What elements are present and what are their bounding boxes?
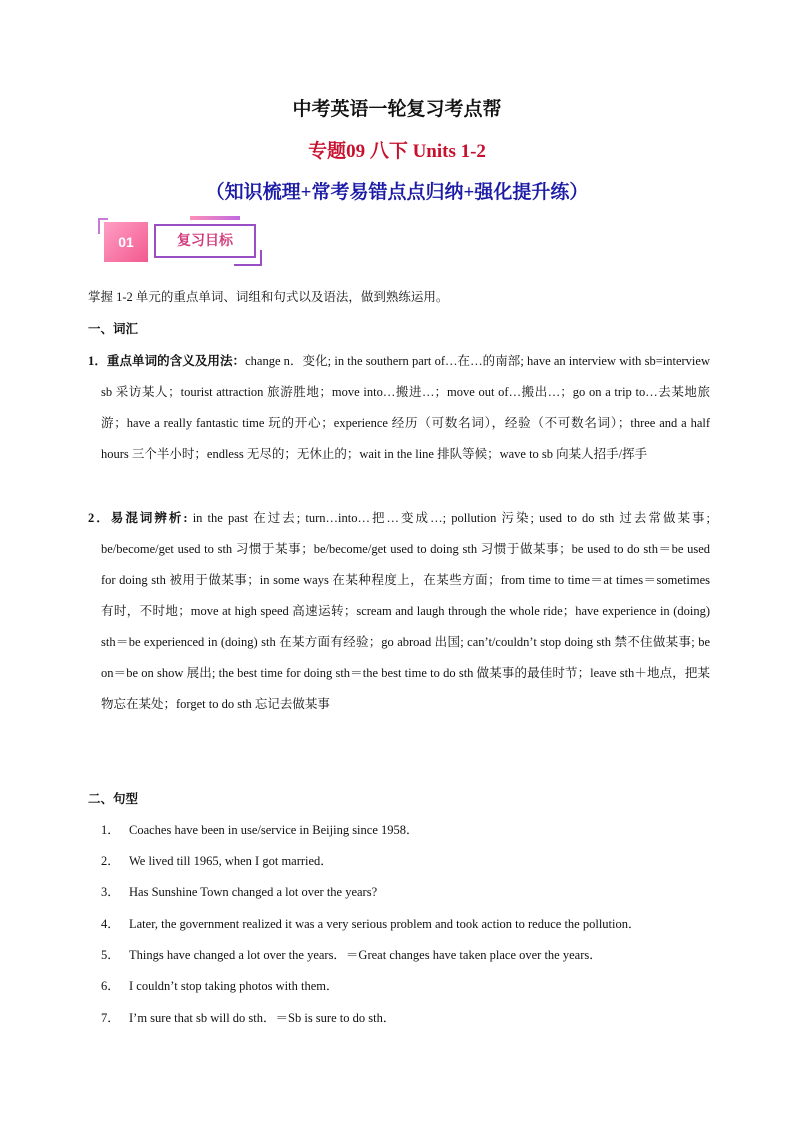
sentence-item [101,971,721,1002]
document-subtitle: 专题09 八下 Units 1-2 [308,141,486,162]
sentence-item [101,846,721,877]
vocab-item-lead: 重点单词的含义及用法： [106,354,246,368]
sentence-text: I’m sure that sb will do sth．＝Sb is sure to do sth． [129,1011,396,1025]
document-title: 中考英语一轮复习考点帮 [292,99,502,120]
sentence-number: 2． [101,854,120,868]
sentence-item [101,940,721,971]
sentence-item [101,877,721,908]
section-badge [104,216,266,268]
sentence-number: 5． [101,948,120,962]
vocab-item-text: in the past 在过去; turn…into…把…变成…; pollution 污染; used to do sth 过去常做某事; be/become/get used to sth 习惯于某事；be/become/get used to doing sth 习惯于做某事；be used to do sth＝be used for doing sth 被用于做某事；in some ways 在某种程度上，在某些方面；from time to time＝at times＝sometimes 有时，不时地；move at high speed 高速运转；scream and laugh through the whole ride；have experience in (doing) sth＝be experienced in (doing) sth 在某方面有经验；go abroad 出国; can’t/couldn’t stop doing sth 禁不住做某事; be on＝be on show 展出; the best time for doing sth＝the best time to do sth 做某事的最佳时节；leave sth＋地点，把某物忘在某处；forget to do sth 忘记去做某事 [101,511,710,711]
vocab-item-number: 1． [88,354,107,368]
badge-corner-decoration [98,218,100,234]
sentence-text: We lived till 1965, when I got married． [129,854,333,868]
badge-corner-decoration [234,264,262,266]
sentence-number: 7． [101,1011,120,1025]
sentence-text: Coaches have been in use/service in Beijing since 1958． [129,823,419,837]
vocab-item [88,503,710,720]
sentence-text: I couldn’t stop taking photos with them． [129,979,339,993]
sentence-text: Has Sunshine Town changed a lot over the years? [129,885,378,899]
vocab-item-number: 2． [88,511,111,525]
sentence-number: 1． [101,823,120,837]
badge-corner-decoration [98,218,108,220]
vocab-item-lead: 易混词辨析: [110,511,188,525]
vocab-heading: 一、词汇 [88,322,139,336]
sentence-number: 4． [101,917,120,931]
sentences-heading: 二、句型 [88,792,139,806]
badge-accent-bar [190,216,240,220]
document-tagline: （知识梳理+常考易错点点归纳+强化提升练） [205,182,589,203]
vocab-item [88,346,710,470]
sentence-item [101,1003,721,1034]
sentence-text: Later, the government realized it was a very serious problem and took action to reduce the pollution． [129,917,641,931]
sentence-text: Things have changed a lot over the years．＝Great changes have taken place over the years． [129,948,602,962]
vocab-item-text: change n．变化; in the southern part of…在…的南部; have an interview with sb=interview sb 采访某人；tourist attraction 旅游胜地；move into…搬进…；move out of…搬出…；go on a trip to…去某地旅游；have a really fantastic time 玩的开心；experience 经历（可数名词），经验（不可数名词）；three and a half hours 三个半小时；endless 无尽的；无休止的；wait in the line 排队等候；wave to sb 向某人招手/挥手 [101,354,710,461]
sentence-item [101,815,721,846]
sentence-item [101,909,721,940]
badge-label: 复习目标 [177,233,233,249]
badge-number: 01 [118,234,134,250]
intro-paragraph: 掌握 1-2 单元的重点单词、词组和句式以及语法，做到熟练运用。 [88,290,449,304]
sentence-number: 3． [101,885,120,899]
sentence-number: 6． [101,979,120,993]
